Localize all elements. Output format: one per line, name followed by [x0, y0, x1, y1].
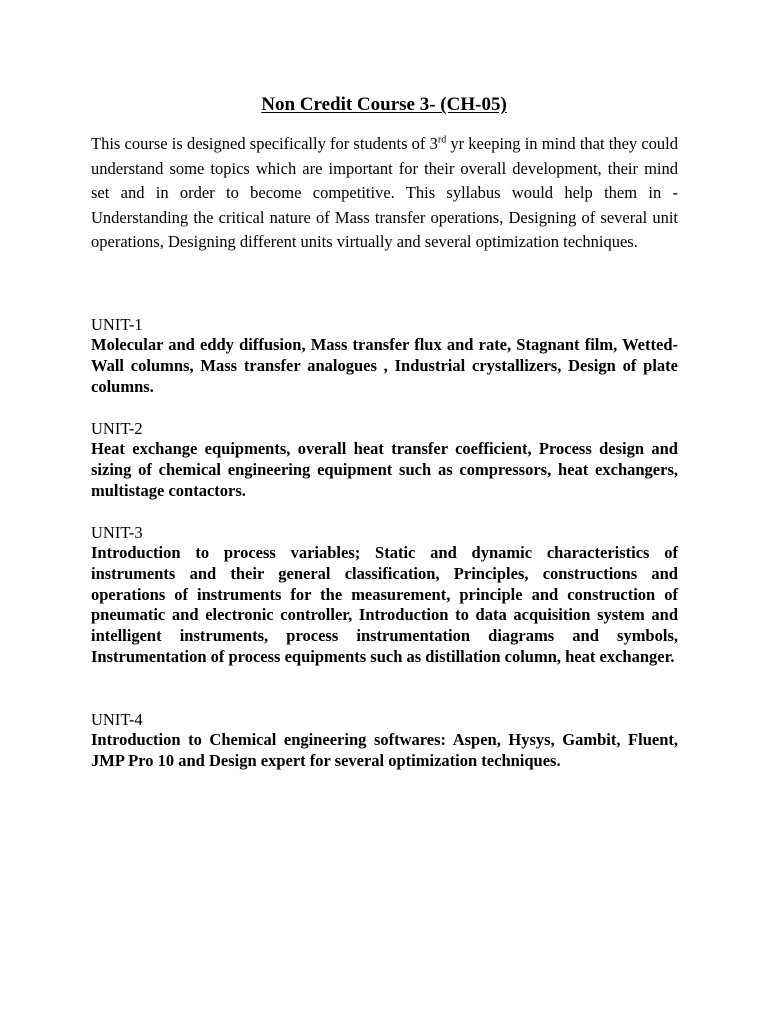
- unit-topics: Introduction to process variables; Static and dynamic characteristics of instruments and their general classification, Principles, constructions and operations of instruments for the measurement, principle and construction of pneumatic and electronic controller, Introduction to data acquisition system and intelligent instruments, process instrumentation diagrams and symbols, Instrumentation of process equipments such as distillation column, heat exchanger.: [91, 543, 678, 666]
- unit-topics: Heat exchange equipments, overall heat transfer coefficient, Process design and sizing of chemical engineering equipment such as compressors, heat exchangers, multistage contactors.: [91, 439, 678, 500]
- page-title-text: Non Credit Course 3- (CH-05): [261, 94, 507, 115]
- unit-section-4: [91, 709, 678, 772]
- intro-paragraph: [91, 132, 678, 255]
- unit-section-3: [91, 522, 678, 668]
- unit-section-1: [91, 314, 678, 397]
- unit-topics: Molecular and eddy diffusion, Mass transfer flux and rate, Stagnant film, Wetted- Wall columns, Mass transfer analogues , Industrial crystallizers, Design of plate columns.: [91, 335, 678, 396]
- unit-section-2: [91, 418, 678, 501]
- unit-heading: UNIT-1: [91, 315, 143, 334]
- unit-heading: UNIT-3: [91, 523, 143, 542]
- intro-text-start: This course is designed specifically for students of 3: [91, 134, 438, 153]
- unit-heading: UNIT-2: [91, 419, 143, 438]
- intro-text-rest: yr keeping in mind that they could understand some topics which are important for their overall development, their mind set and in order to become competitive. This syllabus would help them in -Understanding the critical nature of Mass transfer operations, Designing of several unit operations, Designing different units virtually and several optimization techniques.: [91, 134, 678, 251]
- intro-superscript: rd: [437, 134, 447, 146]
- page-title: [0, 93, 768, 117]
- unit-heading: UNIT-4: [91, 710, 143, 729]
- unit-topics: Introduction to Chemical engineering softwares: Aspen, Hysys, Gambit, Fluent, JMP Pro 10 and Design expert for several optimization techniques.: [91, 730, 678, 770]
